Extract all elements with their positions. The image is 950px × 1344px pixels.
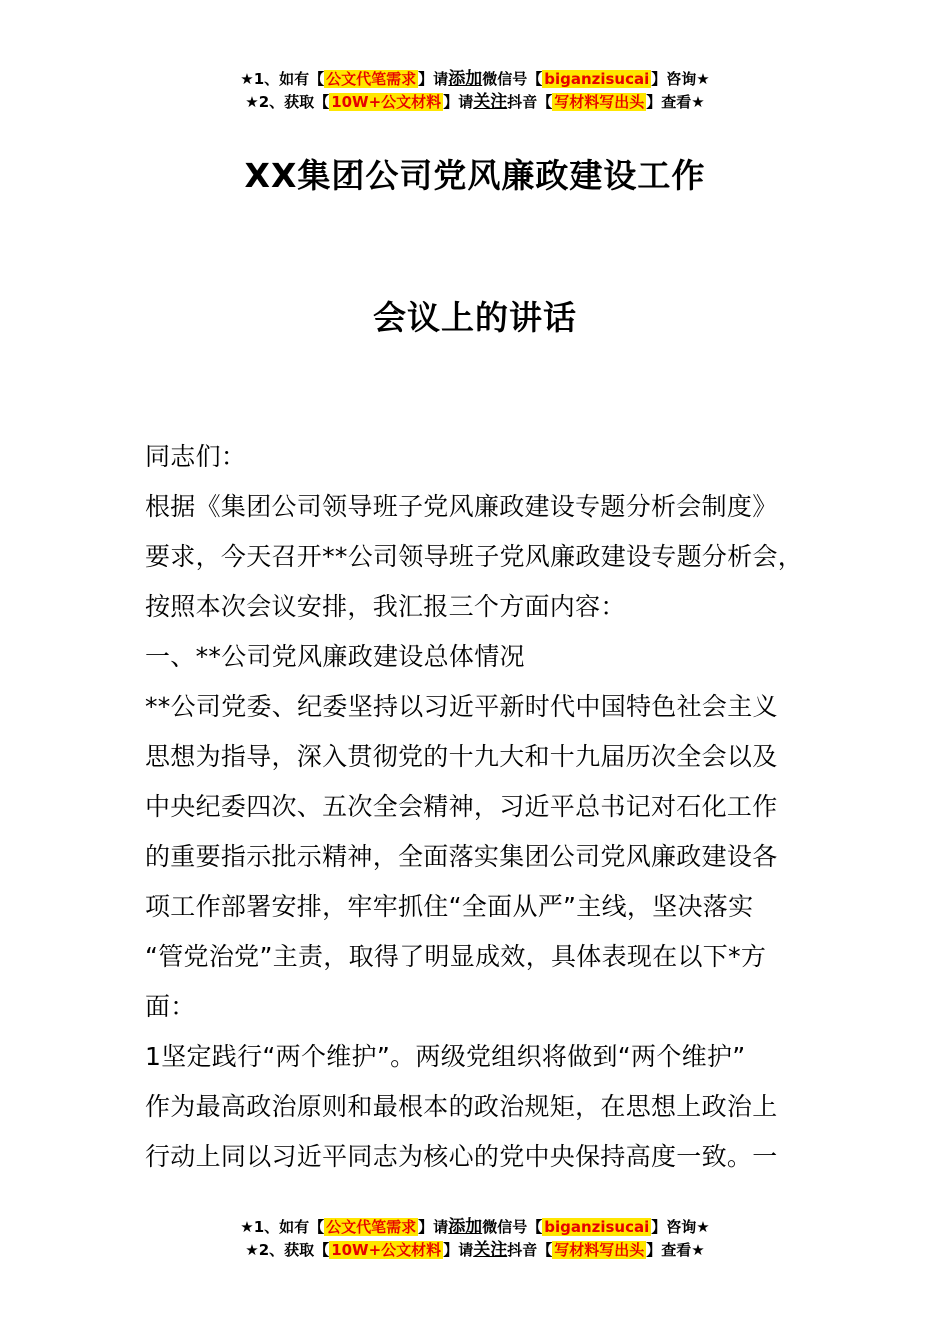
- highlight-wechat-id: biganzisucai: [544, 70, 650, 88]
- body-line: 同志们：: [145, 442, 247, 471]
- body-line: “管党治党”主责，取得了明显成效，具体表现在以下*方: [145, 942, 767, 971]
- banner-line-2: ★2、获取【 10W+公文材料 】请关注抖音【 写材料写出头 】查看★: [245, 1240, 705, 1260]
- body-line: 作为最高政治原则和最根本的政治规矩，在思想上政治上: [145, 1092, 778, 1121]
- highlight-materials: 10W+公文材料: [331, 93, 442, 111]
- body-line: 按照本次会议安排，我汇报三个方面内容：: [145, 592, 626, 621]
- highlight-materials: 10W+公文材料: [331, 1241, 442, 1259]
- highlight-ghostwriting: 公文代笔需求: [326, 70, 417, 88]
- document-title-line-2: 会议上的讲话: [373, 298, 577, 337]
- footer-banner: [0, 1216, 950, 1262]
- body-line: 根据《集团公司领导班子党风廉政建设专题分析会制度》: [145, 492, 778, 521]
- header-banner: [0, 68, 950, 114]
- document-body: [145, 432, 845, 1182]
- body-line: 的重要指示批示精神，全面落实集团公司党风廉政建设各: [145, 842, 778, 871]
- body-line: **公司党委、纪委坚持以习近平新时代中国特色社会主义: [145, 692, 778, 721]
- body-line: 中央纪委四次、五次全会精神，习近平总书记对石化工作: [145, 792, 778, 821]
- body-line: 1坚定践行“两个维护”。两级党组织将做到“两个维护”: [145, 1042, 746, 1071]
- body-line: 面：: [145, 992, 196, 1021]
- banner-line-2: ★2、获取【 10W+公文材料 】请关注抖音【 写材料写出头 】查看★: [245, 92, 705, 112]
- body-line: 行动上同以习近平同志为核心的党中央保持高度一致。一: [145, 1142, 778, 1171]
- highlight-ghostwriting: 公文代笔需求: [326, 1218, 417, 1236]
- highlight-wechat-id: biganzisucai: [544, 1218, 650, 1236]
- body-line: 要求，今天召开**公司领导班子党风廉政建设专题分析会，: [145, 542, 804, 571]
- highlight-douyin: 写材料写出头: [554, 93, 645, 111]
- body-line: 项工作部署安排，牢牢抓住“全面从严”主线，坚决落实: [145, 892, 754, 921]
- section-heading: 一、**公司党风廉政建设总体情况: [145, 642, 525, 671]
- document-title-line-1: XX集团公司党风廉政建设工作: [244, 156, 706, 195]
- body-line: 思想为指导，深入贯彻党的十九大和十九届历次全会以及: [145, 742, 778, 771]
- banner-line-1: ★1、如有【 公文代笔需求 】请添加微信号【 biganzisucai 】咨询★: [240, 69, 710, 89]
- banner-line-1: ★1、如有【 公文代笔需求 】请添加微信号【 biganzisucai 】咨询★: [240, 1217, 710, 1237]
- highlight-douyin: 写材料写出头: [554, 1241, 645, 1259]
